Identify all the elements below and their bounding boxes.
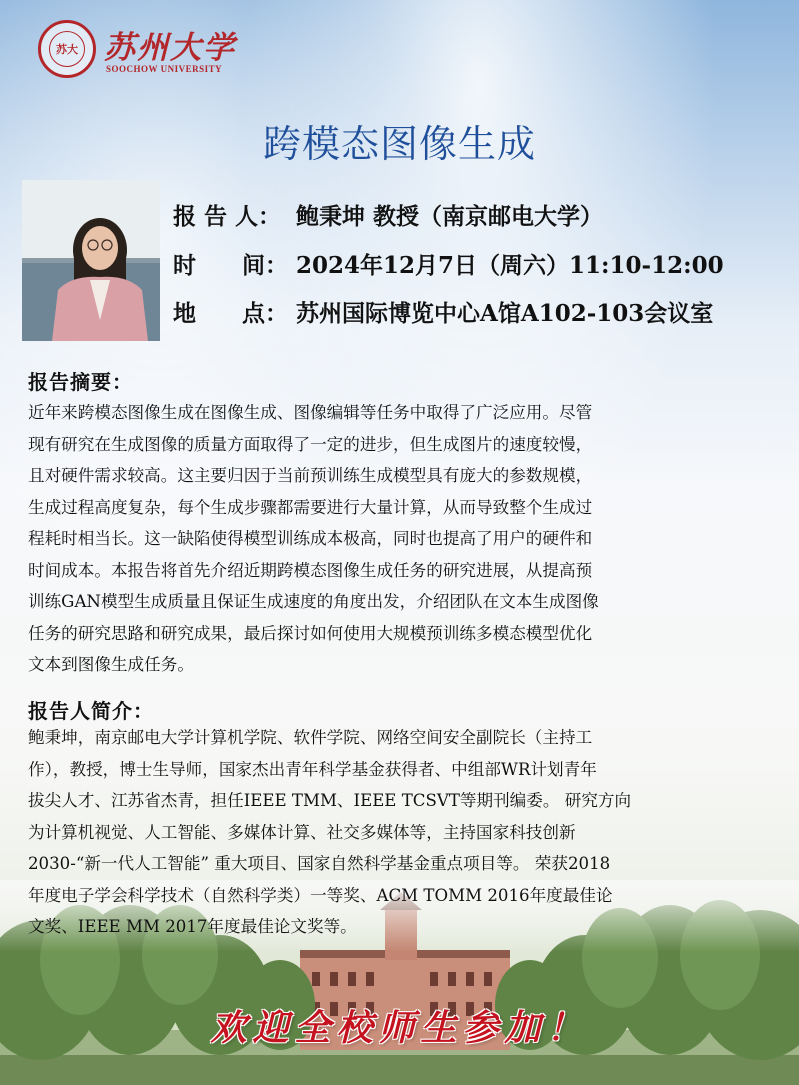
abstract-heading: 报告摘要：	[28, 370, 133, 394]
speaker-value: 鲍秉坤 教授（南京邮电大学）	[296, 203, 604, 230]
abstract-line: 时间成本。本报告将首先介绍近期跨模态图像生成任务的研究进展，从提高预	[28, 560, 593, 580]
place-value: 苏州国际博览中心A馆A102-103会议室	[296, 300, 714, 327]
place-label: 地 点：	[173, 300, 288, 327]
bio-line: 作），教授，博士生导师，国家杰出青年科学基金获得者、中组部WR计划青年	[28, 759, 597, 779]
abstract-text	[28, 397, 776, 681]
lecture-title: 跨模态图像生成	[262, 122, 536, 166]
bio-line: 年度电子学会科学技术（自然科学类）一等奖、ACM TOMM 2016年度最佳论	[28, 885, 613, 905]
university-name-en: SOOCHOW UNIVERSITY	[106, 64, 223, 74]
bio-line: 鲍秉坤，南京邮电大学计算机学院、软件学院、网络空间安全副院长（主持工	[28, 728, 593, 747]
bio-line: 为计算机视觉、人工智能、多媒体计算、社交多媒体等，主持国家科技创新	[28, 822, 576, 842]
speaker-label: 报 告 人：	[173, 203, 282, 230]
bio-heading: 报告人简介：	[28, 699, 154, 723]
time-line	[173, 247, 724, 280]
abstract-line: 文本到图像生成任务。	[28, 655, 194, 674]
bio-text	[28, 722, 776, 943]
place-line	[173, 295, 713, 328]
speaker-line	[173, 198, 603, 231]
abstract-line: 任务的研究思路和研究成果，最后探讨如何使用大规模预训练多模态模型优化	[28, 623, 593, 643]
speaker-photo	[22, 180, 160, 341]
welcome-slogan: 欢迎全校师生参加！	[210, 1007, 589, 1049]
time-value: 2024年12月7日（周六）11:10-12:00	[296, 252, 724, 279]
bio-line: 拔尖人才、江苏省杰青，担任IEEE TMM、IEEE TCSVT等期刊编委。 研究方向	[28, 791, 632, 810]
university-name: 苏州大学	[104, 30, 236, 66]
abstract-line: 生成过程高度复杂，每个生成步骤都需要进行大量计算，从而导致整个生成过	[28, 497, 593, 517]
bio-line: 文奖、IEEE MM 2017年度最佳论文奖等。	[28, 917, 357, 936]
abstract-line: 训练GAN模型生成质量且保证生成速度的角度出发，介绍团队在文本生成图像	[28, 592, 599, 611]
university-seal-logo	[38, 20, 96, 78]
abstract-line: 近年来跨模态图像生成在图像生成、图像编辑等任务中取得了广泛应用。尽管	[28, 403, 593, 422]
time-label: 时 间：	[173, 252, 288, 279]
abstract-line: 且对硬件需求较高。这主要归因于当前预训练生成模型具有庞大的参数规模，	[28, 466, 593, 485]
abstract-line: 程耗时相当长。这一缺陷使得模型训练成本极高，同时也提高了用户的硬件和	[28, 529, 593, 548]
abstract-line: 现有研究在生成图像的质量方面取得了一定的进步，但生成图片的速度较慢，	[28, 434, 593, 454]
bio-line: 2030-“新一代人工智能” 重大项目、国家自然科学基金重点项目等。 荣获2018	[28, 854, 611, 873]
seal-center-text: 苏大	[49, 31, 85, 67]
